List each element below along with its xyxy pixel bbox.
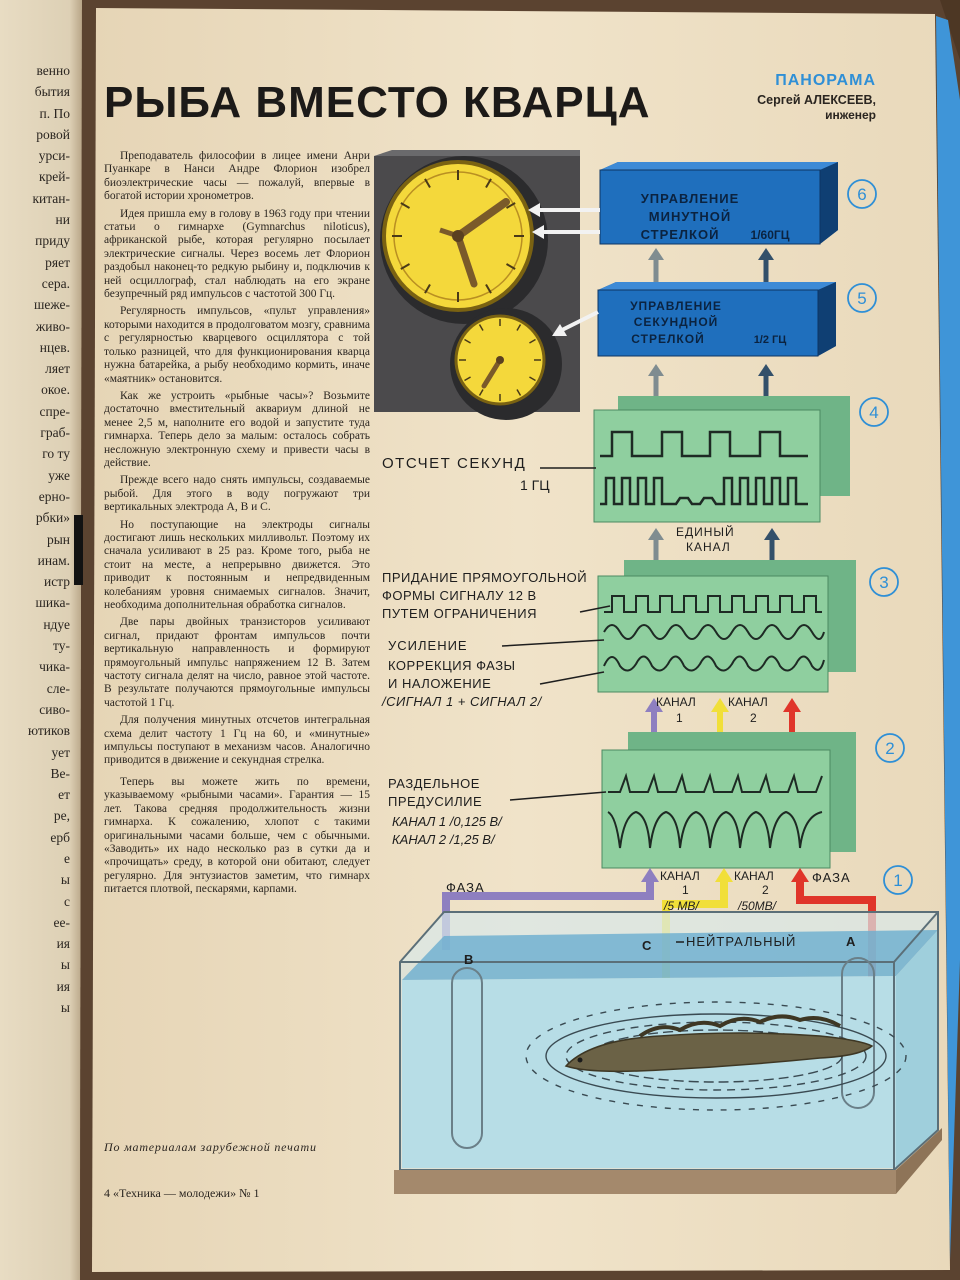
left-page-line: рын	[46, 531, 70, 547]
label-phase-correction-2: И НАЛОЖЕНИЕ	[388, 676, 492, 691]
left-page-line: е	[64, 850, 70, 866]
stage-number-3	[870, 568, 898, 596]
stage-number-4	[860, 398, 888, 426]
left-page-line: окое.	[41, 382, 70, 398]
label-preamp-3: КАНАЛ 1 /0,125 В/	[392, 814, 502, 829]
source-note: По материалам зарубежной печати	[104, 1140, 317, 1154]
label-1hz: 1 ГЦ	[520, 477, 550, 493]
block5-frequency: 1/2 ГЦ	[753, 334, 787, 346]
svg-text:2: 2	[885, 739, 895, 758]
left-page-line: п. По	[39, 105, 70, 121]
label-low-channel2: КАНАЛ	[734, 869, 774, 883]
article-paragraph: Преподаватель философии в лицее имени Анри Пуанкаре в Нанси Андре Флорион изобрел биоэлектрические часы — пожалуй, впервые в богатой истории хронометров.	[104, 150, 370, 203]
label-electrode-b: В	[464, 952, 474, 967]
article-title: РЫБА ВМЕСТО КВАРЦА	[104, 78, 651, 127]
article-paragraph: Прежде всего надо снять импульсы, создаваемые рыбой. Для этого в воду погружают три вертикальных электрода А, В и С.	[104, 474, 370, 514]
left-page-line: ия	[56, 936, 70, 952]
left-page-line: урси-	[38, 148, 70, 164]
stage-number-6	[848, 180, 876, 208]
svg-text:3: 3	[879, 573, 889, 592]
article-paragraph: Идея пришла ему в голову в 1963 году при чтении статьи о гимнархе (Gymnarchus niloticus), африканской рыбе, которая регулярно посылает электрические сигналы. Через восемь лет Флорион раздобыл наконец-то редкую рыбину и, подключив к ней осциллограф, стал наблюдать на его экране безупречный ряд импульсов с частотой 300 Гц.	[104, 207, 370, 301]
page-footer: 4 «Техника — молодежи» № 1	[104, 1186, 260, 1200]
left-page-line: ляет	[45, 361, 70, 377]
left-page-line: ре,	[53, 808, 70, 824]
article-paragraph: Но поступающие на электроды сигналы достигают лишь нескольких милливольт. Поэтому их сначала усиливают в 25 раз. Кроме того, рыба не стоит на месте, а непрерывно движется. Это приводит к постоянным и непредвиденным колебаниям уровня снимаемых сигналов. Значит, необходима дополнительная обработка сигналов.	[104, 518, 370, 611]
left-page-line: венно	[36, 63, 70, 78]
left-page-line: Ве-	[50, 765, 70, 781]
left-page-line: сера.	[41, 275, 70, 291]
label-single-channel-2: КАНАЛ	[686, 540, 731, 554]
stage-number-5	[848, 284, 876, 312]
label-preamp-1: РАЗДЕЛЬНОЕ	[388, 776, 480, 791]
label-neutral: НЕЙТРАЛЬНЫЙ	[686, 934, 797, 949]
svg-text:1: 1	[893, 871, 903, 890]
article-paragraph: Две пары двойных транзисторов усиливают сигнал, придают фронтам импульсов почти вертикальную направленность и формируют прямоугольный импульс напряжением 12 В. Затем частоту сигнала делят на число, равное этой частоте. В результате получаются прямоугольные импульсы частотой 1 Гц.	[104, 616, 370, 709]
left-page-line: сиво-	[39, 701, 70, 717]
label-mid-channel2: КАНАЛ	[728, 695, 768, 709]
label-low-channel2-num: 2	[762, 883, 769, 897]
label-phase-correction-3: /СИГНАЛ 1 + СИГНАЛ 2/	[382, 694, 542, 709]
article-paragraph: Для получения минутных отсчетов интегральная схема делит частоту 1 Гц на 60, и «минутные» импульсы поступают в механизм часов. Аналогично приводится в движение и секундная стрелка.	[104, 714, 370, 767]
label-low-channel1-num: 1	[682, 883, 689, 897]
section-rubric: ПАНОРАМА	[775, 72, 876, 89]
stage-number-2	[876, 734, 904, 762]
article-paragraph: Регулярность импульсов, «пульт управления» которыми находится в продолговатом мозгу, сравнима с регулярностью кварцевого осциллятора с той только разницей, что для функционирования кварца нужна батарейка, а рыбу необходимо кормить, иначе «маятник» остановится.	[104, 305, 370, 385]
left-page-line: чика-	[39, 659, 70, 675]
left-page-line: крей-	[38, 169, 70, 185]
left-page-line: ее-	[53, 914, 70, 930]
left-page-line: ия	[56, 978, 70, 994]
article-paragraph: Теперь вы можете жить по времени, указываемому «рыбными часами». Гарантия — 15 лет. Такова средняя продолжительность жизни гимнарха. К сожалению, хлопот с такими оригинальными часами больше, чем с обычными. «Заводить» их надо несколько раз в сутки да и «прочищать» среду, в которой они обитают, следует регулярно. Для энтузиастов заметим, что гимнарх питается плотвой, пескарями, карпами.	[104, 775, 370, 896]
left-page-line: ы	[60, 957, 70, 973]
label-electrode-a: А	[846, 934, 856, 949]
label-amplification: УСИЛЕНИЕ	[388, 638, 468, 653]
author-name: Сергей АЛЕКСЕЕВ,	[757, 93, 876, 107]
svg-text:5: 5	[857, 289, 867, 308]
left-page-line: шика-	[35, 595, 70, 611]
label-phase-correction-1: КОРРЕКЦИЯ ФАЗЫ	[388, 658, 516, 673]
left-page-line: инам.	[37, 552, 70, 568]
label-mid-channel1: КАНАЛ	[656, 695, 696, 709]
left-page-line: уже	[48, 467, 70, 483]
block5-line3: СТРЕЛКОЙ	[631, 332, 705, 346]
label-shaping-3: ПУТЕМ ОГРАНИЧЕНИЯ	[382, 606, 537, 621]
label-single-channel-1: ЕДИНЫЙ	[676, 525, 735, 539]
left-page-line: ту-	[53, 638, 70, 654]
left-page-line: живо-	[35, 318, 70, 334]
left-page-line: ерб	[50, 829, 70, 845]
block-shaping-amplification	[598, 576, 828, 692]
left-page-line: граб-	[40, 425, 70, 441]
block6-frequency: 1/60ГЦ	[750, 228, 790, 242]
svg-text:4: 4	[869, 403, 879, 422]
label-phase-right: ФАЗА	[812, 870, 851, 885]
svg-text:6: 6	[857, 185, 867, 204]
left-page-line: ерно-	[38, 488, 70, 504]
left-page-line: ует	[51, 744, 70, 760]
left-page-line: шеже-	[33, 297, 70, 313]
left-page-line: с	[64, 893, 70, 909]
label-shaping-1: ПРИДАНИЕ ПРЯМОУГОЛЬНОЙ	[382, 570, 588, 585]
label-mid-channel1-num: 1	[676, 711, 683, 725]
label-electrode-c: С	[642, 938, 652, 953]
left-page-line: го ту	[42, 446, 70, 462]
left-page-line: ни	[55, 212, 70, 228]
left-page-line: ровой	[36, 126, 70, 142]
block6-line3: СТРЕЛКОЙ	[640, 227, 720, 242]
left-page-line: ы	[60, 872, 70, 888]
author-position: инженер	[825, 108, 876, 122]
left-page-line: ряет	[45, 254, 70, 270]
block5-line2: СЕКУНДНОЙ	[633, 315, 719, 329]
left-page-line: ндуе	[43, 616, 70, 632]
left-page-line: ет	[58, 787, 70, 803]
block6-line1: УПРАВЛЕНИЕ	[640, 191, 740, 206]
left-page-line: бытия	[34, 84, 70, 100]
label-phase-left: ФАЗА	[446, 880, 485, 895]
left-page-line: нцев.	[39, 339, 70, 355]
left-page-line: сле-	[46, 680, 70, 696]
left-page-line: рбки»	[35, 510, 70, 526]
block5-line1: УПРАВЛЕНИЕ	[630, 299, 722, 313]
label-shaping-2: ФОРМЫ СИГНАЛУ 12 В	[382, 588, 537, 603]
left-page-line: приду	[35, 233, 70, 249]
aquarium-water	[402, 976, 896, 1168]
label-low-channel2-value: /50МВ/	[738, 899, 777, 913]
label-mid-channel2-num: 2	[750, 711, 757, 725]
left-page-line: спре-	[39, 403, 70, 419]
label-low-channel1: КАНАЛ	[660, 869, 700, 883]
stage-number-1	[884, 866, 912, 894]
label-low-channel1-value: /5 МВ/	[664, 899, 699, 913]
left-page-line: китан-	[32, 190, 70, 206]
label-preamp-4: КАНАЛ 2 /1,25 В/	[392, 832, 495, 847]
label-preamp-2: ПРЕДУСИЛИЕ	[388, 794, 483, 809]
left-page-line: истр	[43, 574, 70, 590]
article-paragraph: Как же устроить «рыбные часы»? Возьмите достаточно вместительный аквариум длиной не менее 2,5 м, наполните его водой и запустите туда гимнарха. Теперь дело за малым: осталось собрать несложную электронную схему и привести часы в действие.	[104, 389, 370, 469]
block-preamplifier	[602, 750, 830, 868]
left-page-line: ы	[60, 1000, 70, 1016]
block6-line2: МИНУТНОЙ	[648, 209, 732, 224]
label-seconds-count: ОТСЧЕТ СЕКУНД	[382, 455, 527, 472]
left-page-line: ютиков	[27, 723, 70, 739]
